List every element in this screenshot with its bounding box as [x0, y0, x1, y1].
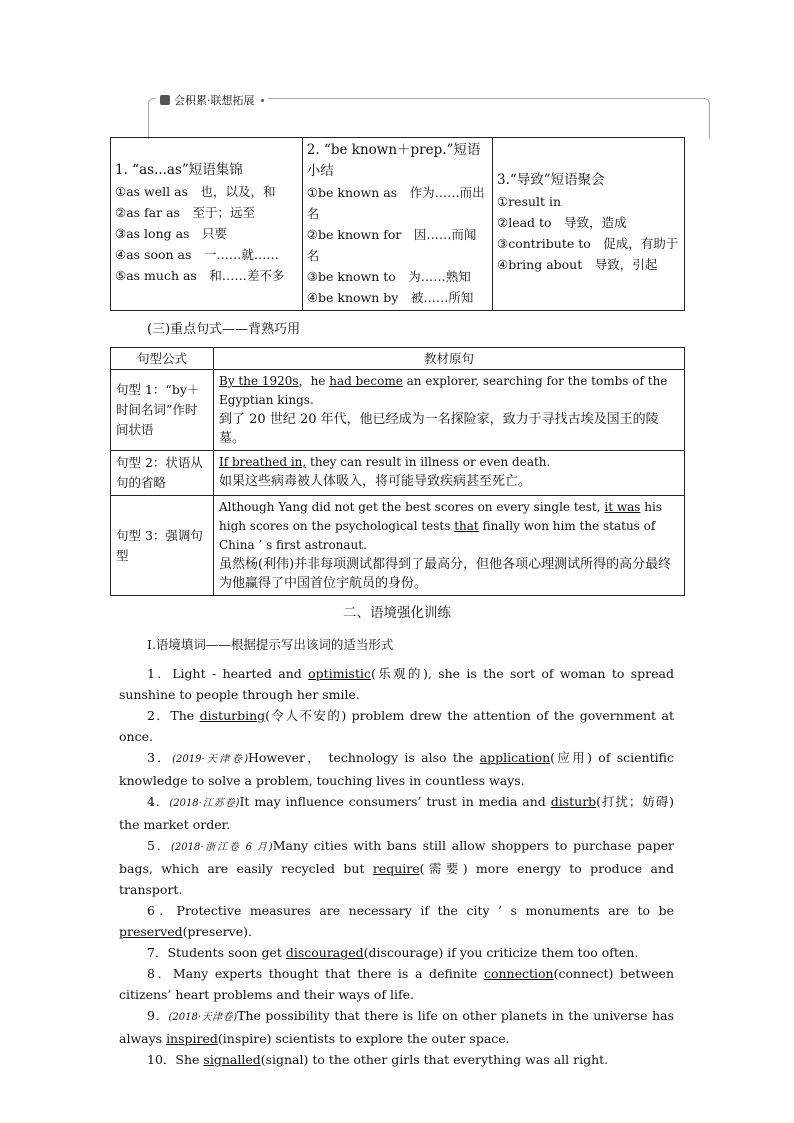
phrase-col-title: 3.“导致”短语聚会 — [497, 172, 605, 188]
text: finally won him the status of China ’ s first astronaut. — [219, 519, 656, 552]
exercise-number: 7． — [147, 945, 168, 960]
dot-icon — [261, 99, 264, 102]
exercise-number: 3． — [147, 750, 173, 765]
underline-text: By the 1920s — [219, 374, 299, 388]
phrase-item: ①result in — [497, 194, 562, 209]
answer: preserved — [119, 924, 183, 939]
phrase-col-as-as — [111, 138, 303, 311]
book-icon — [160, 95, 170, 105]
text: Students soon get — [167, 945, 286, 960]
translation: 虽然杨(利伟)并非每项测试都得到了最高分，但他各项心理测试所得的高分最终为他赢得了中国首位宇航员的身份。 — [219, 557, 672, 591]
exercise-number: 5． — [147, 838, 172, 853]
text: (discourage) if you criticize them too often. — [363, 945, 639, 960]
text: Light - hearted and — [172, 666, 309, 681]
exercise-item — [119, 747, 674, 791]
underline-text: it was — [604, 500, 641, 514]
pattern-text — [214, 496, 685, 596]
exercise-source: (2018·浙江卷 6 月) — [171, 842, 273, 853]
phrase-item: ②lead to 导致，造成 — [497, 215, 627, 230]
text: The — [170, 708, 200, 723]
phrase-item: ③contribute to 促成，有助于 — [497, 236, 679, 251]
text: Although Yang did not get the best scores on every single test, — [219, 500, 605, 514]
text: Many cities with bans still allow shoppers to purchase paper bags, which are easily recycled but — [119, 838, 675, 876]
table-row — [111, 496, 685, 596]
text: However， technology is also the — [247, 750, 480, 765]
phrase-item: ④bring about 导致，引起 — [497, 257, 658, 272]
phrase-table — [110, 137, 685, 311]
exercise-source: (2018·江苏卷) — [169, 798, 240, 809]
text: She — [175, 1052, 204, 1067]
exercise-number: 4． — [147, 794, 170, 809]
exercise-item — [119, 1005, 674, 1049]
translation: 到了 20 世纪 20 年代，他已经成为一名探险家，致力于寻找古埃及国王的陵墓。 — [219, 412, 659, 446]
answer: disturbing — [199, 708, 266, 723]
text: (connect) between citizens’ heart problems and their ways of life. — [119, 966, 674, 1002]
exercise-item — [119, 1049, 674, 1070]
translation: 如果这些病毒被人体吸入，将可能导致疾病甚至死亡。 — [219, 474, 532, 489]
text: an explorer, searching for the tombs of the Egyptian kings. — [219, 374, 668, 407]
pattern-key: 句型 2：状语从句的省略 — [111, 451, 214, 496]
exercise-item — [119, 900, 674, 942]
underline-text: If breathed in, — [219, 455, 307, 469]
answer: connection — [483, 966, 554, 981]
exercise-number: 2． — [147, 708, 171, 723]
exercise-item — [119, 835, 674, 900]
section-3-title: (三)重点句式——背熟巧用 — [147, 322, 301, 337]
phrase-col-title: 1. “as...as”短语集锦 — [115, 162, 243, 178]
text: Protective measures are necessary if the city ’ s monuments are to be — [176, 903, 674, 918]
answer: optimistic — [308, 666, 371, 681]
text: (preserve)． — [182, 924, 261, 939]
answer: application — [479, 750, 551, 765]
table-row — [111, 451, 685, 496]
exercise-number: 8． — [147, 966, 173, 981]
text: they can result in illness or even death. — [306, 455, 551, 469]
text: Many experts thought that there is a definite — [172, 966, 484, 981]
exercise-item — [119, 663, 674, 705]
header-original: 教材原句 — [214, 348, 685, 370]
underline-text: that — [454, 519, 479, 533]
exercise-number: 9． — [147, 1008, 169, 1023]
header-tag — [156, 92, 268, 108]
exercise-number: 1． — [147, 666, 173, 681]
exercise-source: (2018·天津卷) — [168, 1012, 238, 1023]
phrase-item: ②be known for 因……而闻名 — [306, 227, 477, 263]
exercise-number: 10． — [147, 1052, 176, 1067]
exercise-item — [119, 705, 674, 747]
text: (需要) more energy to produce and transport. — [119, 861, 674, 897]
phrase-col-title: 2. “be known＋prep.”短语小结 — [306, 142, 481, 179]
text: (应用) of scientific knowledge to solve a problem, touching lives in countless ways. — [119, 750, 674, 788]
phrase-item: ③be known to 为……熟知 — [306, 269, 471, 284]
answer: discouraged — [285, 945, 364, 960]
phrase-item: ④be known by 被……所知 — [306, 290, 474, 305]
underline-text: had become — [329, 374, 403, 388]
answer: disturb — [550, 794, 597, 809]
phrase-item: ⑤as much as 和……差不多 — [115, 268, 285, 283]
exercise-source: (2019·天津卷) — [172, 754, 248, 765]
text: (乐观的), she is the sort of woman to spread sunshine to people through her smile. — [119, 666, 674, 702]
phrase-col-be-known — [302, 138, 492, 311]
phrase-item: ②as far as 至于；远至 — [115, 205, 255, 220]
text: It may influence consumers’ trust in media and — [239, 794, 551, 809]
text: his high scores on the psychological tests — [219, 500, 662, 533]
pattern-table — [110, 347, 685, 596]
phrase-item: ④as soon as 一……就…… — [115, 247, 279, 262]
answer: require — [372, 861, 420, 876]
phrase-item: ③as long as 只要 — [115, 226, 227, 241]
text: The possibility that there is life on other planets in the universe has always — [119, 1008, 674, 1046]
text: ，he — [298, 374, 330, 388]
pattern-text — [214, 451, 685, 496]
phrase-item: ①as well as 也，以及，和 — [115, 184, 276, 199]
answer: inspired — [166, 1031, 218, 1046]
section-title: 二、语境强化训练 — [343, 605, 451, 621]
pattern-key: 句型 3：强调句型 — [111, 496, 214, 596]
pattern-key: 句型 1：“by＋时间名词”作时间状语 — [111, 370, 214, 451]
pattern-text — [214, 370, 685, 451]
exercise-item — [119, 791, 674, 835]
header-label: 会积累·联想拓展 — [174, 94, 255, 107]
exercise-number: 6． — [147, 903, 177, 918]
text: (signal) to the other girls that everything was all right. — [260, 1052, 609, 1067]
exercise-item — [119, 963, 674, 1005]
text: (inspire) scientists to explore the outer space. — [217, 1031, 510, 1046]
text: (打扰；妨碍) the market order. — [119, 794, 674, 832]
answer: signalled — [203, 1052, 261, 1067]
phrase-item: ①be known as 作为……而出名 — [306, 185, 485, 221]
exercise-item — [119, 942, 674, 963]
header-formula: 句型公式 — [111, 348, 214, 370]
text: (令人不安的) problem drew the attention of the government at once. — [119, 708, 674, 744]
table-row — [111, 370, 685, 451]
exercise-list — [119, 663, 674, 1070]
phrase-col-lead-to — [493, 138, 685, 311]
subsection-title: Ⅰ.语境填词——根据提示写出该词的适当形式 — [147, 637, 394, 652]
